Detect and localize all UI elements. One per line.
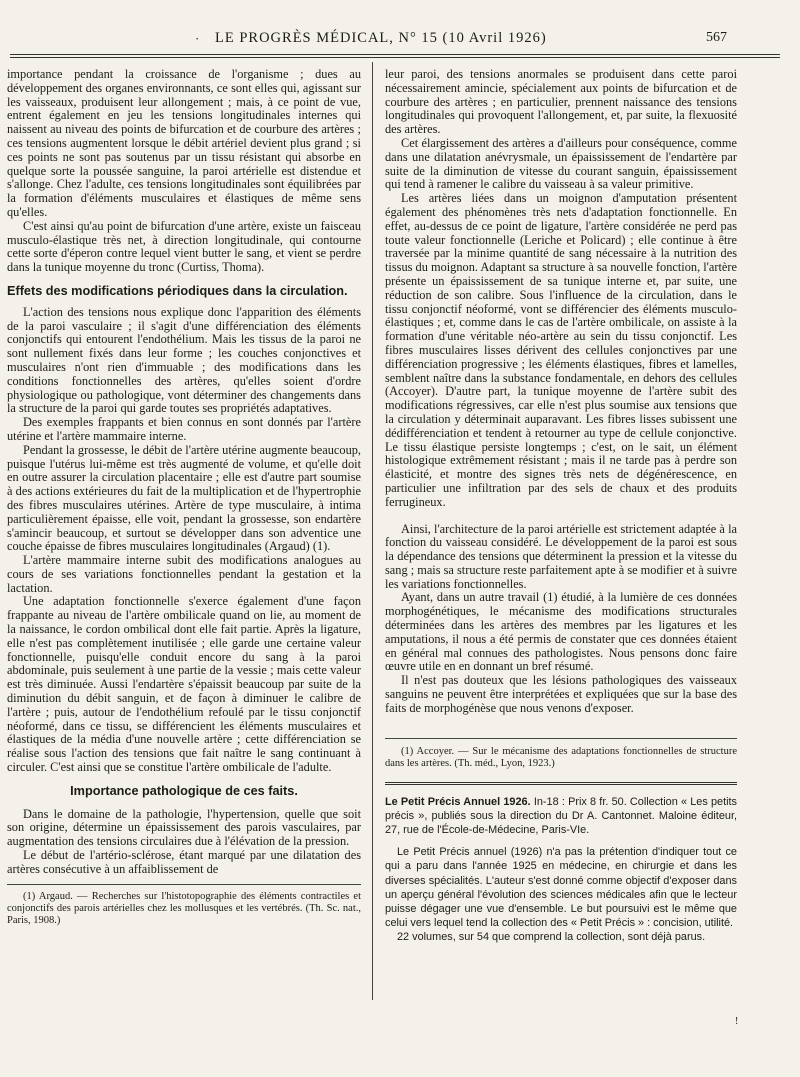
section-rule: [385, 782, 737, 783]
paragraph: Pendant la grossesse, le débit de l'artère utérine augmente beaucoup, puisque l'utérus lui-même est très augmenté de volume, et qu'elle doit en outre assurer la circulation placentaire ; elle est d'autre part soumise à des actions extérieures du fait de la multiplication et de l'hypertrophie des fibres musculaires utérines. Artère de type musculaire, à intima particulièrement épaisse, elle voit, pendant la grossesse, son endartère s'amincir beaucoup, et surtout se développer dans son adventice une couche épaisse de fibres musculaires longitudinales (Argaud) (1).: [7, 442, 361, 554]
footnote-rule: [385, 738, 737, 739]
paragraph: C'est ainsi qu'au point de bifurcation d'une artère, existe un faisceau musculo-élastique très net, à direction longitudinale, qui contourne cette sorte d'éperon contre lequel vient butter le sang, et vient se perdre dans la tunique moyenne du tronc (Curtiss, Thoma).: [7, 218, 361, 275]
book-title: Le Petit Précis Annuel 1926.: [385, 795, 531, 808]
page-number: 567: [706, 30, 727, 45]
column-divider: [372, 62, 373, 1000]
section-heading: Importance pathologique de ces faits.: [70, 783, 298, 798]
paragraph: Le début de l'artério-sclérose, étant marqué par une dilatation des artères consécutive à un affaiblissement de: [7, 848, 361, 876]
book-review: [385, 795, 737, 945]
section-heading: Effets des modifications périodiques dans la circulation.: [7, 283, 348, 298]
paragraph: importance pendant la croissance de l'organisme ; dues au développement des organes environnants, ce sont elles qui, agissant sur les vaisseaux, produisent leur allongement ; mais, à ce point de vue, entrent également en jeu les tensions longitudinales internes qui naissent au niveau des points de bifurcation et de courbure des artères ; ces tensions augmentent lorsque le débit artériel devient plus grand ; si ces points ne sont pas soutenus par un tissu résistant qui absorbe en quelque sorte la poussée sanguine, la paroi artérielle est distendue et s'allonge. Chez l'adulte, ces tensions longitudinales sont équilibrées par la formation d'éléments musculaires et élastiques de même sens qu'elles.: [7, 67, 361, 219]
paragraph: Les artères liées dans un moignon d'amputation présentent également des phénomènes très nets d'adaptation fonctionnelle. En effet, au-dessus de ce point de ligature, l'artère considérée ne perd pas toute valeur fonctionnelle (Leriche et Policard) ; elle continue à être traversée par la minime quantité de sang nécessaire à la nutrition des tissus du moignon. Adaptant sa structure à sa nouvelle fonction, l'artère présente un épaississement de sa tunique interne et, par suite, une réduction de son calibre. Sous l'influence de la circulation, dans le tissu conjonctif néoformé, vont se différencier des éléments musculo-élastiques ; et, comme dans le cas de l'artère ombilicale, on assiste à la formation d'une véritable néo-artère au sein du tissu conjonctif. Les fibres musculaires lisses dérivent des cellules conjonctives par une différenciation progressive ; les éléments élastiques, fibres et lamelles, semblent naître dans la substance fondamentale, en dehors des cellules (Accoyer). D'autre part, la tunique moyenne de l'artère subit des modifications régressives, car elle n'est plus soumise aux tensions que la circulation y déterminait auparavant. Les fibres lisses subissent une dédifférenciation et tendent à retourner au type de cellule conjonctive. Le tissu élastique persiste longtemps ; c'est, on le sait, un élément histologique extrêmement résistant ; mais il ne tarde pas à perdre son élasticité, et montre des signes très nets de dégénérescence, en particulier une infiltration par des sels de chaux et des produits ferrugineux.: [385, 191, 737, 509]
paragraph: L'action des tensions nous explique donc l'apparition des éléments de la paroi vasculaire ; il s'agit d'une différenciation des éléments conjonctifs qui entourent l'endothélium. Mais les tissus de la paroi ne sont nullement fixés dans leur forme ; les couches conjonctives et musculaires n'ont rien d'immuable ; des modifications dans les conditions fonctionnelles des artères, qu'elles soient d'ordre physiologique ou pathologique, vont déterminer des changements dans la structure de la paroi qui garde toutes ses propriétés adaptatives.: [7, 304, 361, 416]
book-paragraph: Le Petit Précis annuel (1926) n'a pas la prétention d'indiquer tout ce qui a paru dans l'année 1925 en médecine, en chirurgie et dans les diverses spécialités. L'auteur s'est donné comme objectif d'exposer dans un aperçu général l'évolution des sciences médicales afin que le lecteur puisse dégager une vue d'ensemble. Le but poursuivi est le même que celui vers lequel tend la collection des « Petit Précis » : concision, utilité.: [385, 846, 737, 930]
header-rule-double: [10, 57, 780, 58]
paragraph: Ainsi, l'architecture de la paroi artérielle est strictement adaptée à la fonction du vaisseau considéré. Le développement de la paroi est sous la dépendance des tensions que déterminent la pression et la vitesse du sang ; mais sa structure reste parfaitement apte à se modifier et à suivre les variations fonctionnelles.: [385, 521, 738, 591]
section-rule-double: [385, 784, 737, 785]
right-column: [385, 68, 737, 945]
footnote: (1) Accoyer. — Sur le mécanisme des adaptations fonctionnelles de structure dans les artères. (Th. méd., Lyon, 1923.): [385, 745, 737, 769]
book-header: [385, 795, 737, 838]
header-rule: [10, 54, 780, 55]
paragraph: Une adaptation fonctionnelle s'exerce également d'une façon frappante au niveau de l'artère ombilicale quand on lie, au moment de la naissance, le cordon ombilical dont elle fait partie. Après la ligature, elle n'est pas complètement inutilisée ; elle garde une certaine valeur fonctionnelle, puisqu'elle conduit encore du sang à la paroi abdominale, puis seulement à une partie de la vessie ; mais cette valeur est très diminuée. Aussi l'endartère s'épaissit beaucoup par suite de la diminution du débit sanguin, et de façon à diminuer le calibre de l'artère ; puis, autour de l'endothélium refoulé par le tissu conjonctif néoformé, dans ce tissu, se différencient les éléments musculaires et élastiques de la média d'une nouvelle artère ; cette différenciation se réalise sous l'action des tensions que fait naître le sang continuant à circuler. C'est ainsi que se constitue l'artère ombilicale de l'adulte.: [7, 594, 361, 775]
paragraph: Cet élargissement des artères a d'ailleurs pour conséquence, comme dans une dilatation anévrysmale, un épaississement de l'endartère par suite de la diminution de vitesse du courant sanguin, épaississement qui tend à ramener le calibre du vaisseau à sa valeur primitive.: [385, 135, 737, 192]
footnote: (1) Argaud. — Recherches sur l'histotopographie des éléments contractiles et conjonctifs des parois artérielles chez les mollusques et les vertébrés. (Th. Sc. nat., Paris, 1908.): [7, 890, 361, 926]
paragraph: Des exemples frappants et bien connus en sont donnés par l'artère utérine et l'artère mammaire interne.: [7, 415, 361, 443]
paragraph: L'artère mammaire interne subit des modifications analogues au cours de ses variations fonctionnelles pendant la gestation et la lactation.: [7, 553, 361, 595]
running-title: LE PROGRÈS MÉDICAL, N° 15 (10 Avril 1926): [215, 30, 547, 46]
page-header: [0, 28, 800, 48]
paragraph: Dans le domaine de la pathologie, l'hypertension, quelle que soit son origine, détermine un épaississement des parois vasculaires, par augmentation des tensions circulaires due à l'élévation de la pression.: [7, 806, 361, 849]
paragraph: Ayant, dans un autre travail (1) étudié, à la lumière de ces données morphogénétiques, le mécanisme des modifications structurales déterminées dans les artères des membres par les ligatures et les amputations, il nous a été permis de constater que ces données étaient en général mal connues des pathologistes. Nous pensons donc faire œuvre utile en en donnant un bref résumé.: [385, 590, 737, 674]
footnote-rule: [7, 884, 361, 885]
left-column: [7, 68, 361, 927]
paragraph: Il n'est pas douteux que les lésions pathologiques des vaisseaux sanguins ne peuvent être interprétées et expliquées que sur la base des faits de morphogénèse que nous venons d'exposer.: [385, 673, 737, 715]
paragraph: leur paroi, des tensions anormales se produisent dans cette paroi nécessairement amincie, spécialement aux points de bifurcation et de courbure des artères ; en particulier, prennent naissance des tensions longitudinales qui provoquent l'allongement, et, par suite, la flexuosité des artères.: [385, 67, 737, 137]
book-paragraph: 22 volumes, sur 54 que comprend la collection, sont déjà parus.: [397, 931, 706, 944]
margin-mark: !: [735, 1016, 739, 1027]
book-info: In-18 : Prix 8 fr. 50. Collection « Les petits précis », publiés sous la direction du Dr A. Cantonnet. Maloine éditeur, 27, rue de l'École-de-Médecine, Paris-VIe.: [385, 795, 738, 837]
header-dot: ·: [195, 31, 200, 46]
